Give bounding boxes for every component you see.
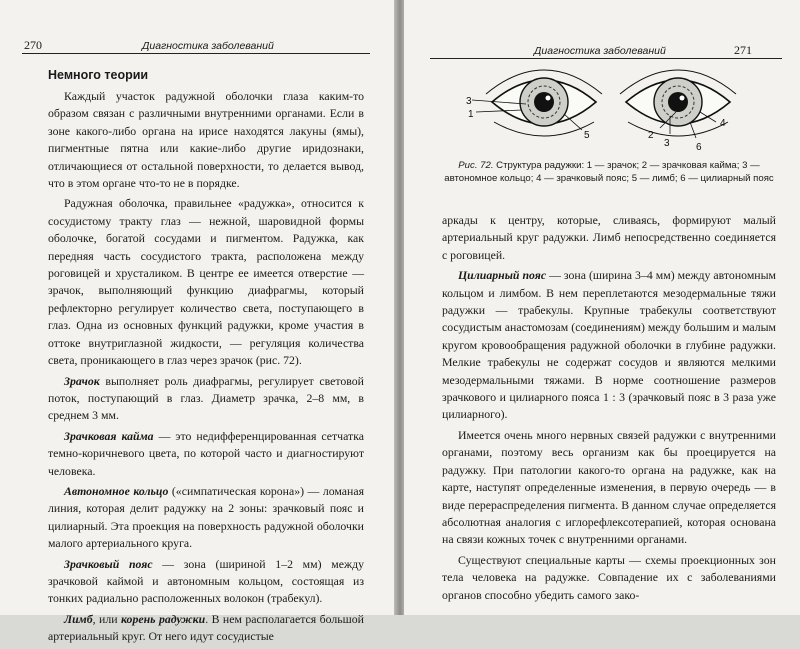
figure-caption: Рис. 72. Структура радужки: 1 — зрачок; 2 — зрачковая кайма; 3 — автономное кольцо; 4 — зрачковый пояс; 5 — лимб; 6 — цилиарный пояс	[444, 160, 774, 184]
figure-label-4: 4	[720, 118, 726, 129]
figure-caption-label: Рис. 72.	[458, 160, 494, 171]
term-ciliary-zone: Цилиарный пояс	[458, 268, 547, 283]
term-autonomic-ring: Автономное кольцо	[64, 483, 169, 498]
left-header-rule	[22, 53, 370, 54]
right-paragraph: Цилиарный пояс — зона (ширина 3–4 мм) между автономным кольцом и лимбом. В нем переплетаются мезодермальные тяжи радужки — трабекулы. Крупные трабекулы соответствуют сосудистым анастомозам (соединениям) между большим и малым кругом кровообращения радужной оболочки в глубине радужки. Мелкие трабекулы не содержат сосудов и являются мелкими мезодермальными тяжами. В норме соотношение размеров зрачкового и цилиарного пояса 1 : 3 (зрачковый пояс в 3 раза уже цилиарного).	[442, 268, 776, 422]
left-text-column	[48, 88, 364, 649]
figure-label-1: 1	[468, 109, 474, 120]
term-iris-root: корень радужки	[121, 611, 206, 626]
figure-label-3: 3	[466, 96, 472, 107]
right-paragraph: Существуют специальные карты — схемы проекционных зон тела человека на радужке. Совпадение их с заболеваниями органов способно убедить самого зако-	[442, 552, 776, 602]
left-page	[0, 0, 396, 644]
left-paragraph: Зрачковый пояс — зона (шириной 1–2 мм) между зрачковой каймой и автономным кольцом, состоящая из тонких радиально расположенных волокон (трабекул).	[48, 556, 364, 606]
iris-figure	[464, 60, 764, 156]
figure-label-2: 2	[648, 130, 654, 141]
figure-label-6: 6	[696, 142, 702, 153]
right-page-number: 271	[734, 43, 752, 57]
left-paragraph: Каждый участок радужной оболочки глаза каким-то образом связан с различными внутренними органами. Если в зоне какого-либо органа на ирисе находятся лакуны (ямы), пигментные пятна или какие-либо другие иридознаки, отличающиеся от остальной поверхности, то делается вывод, что в этом органе что-то не в порядке.	[48, 89, 364, 191]
left-paragraph: Радужная оболочка, правильнее «радужка», относится к сосудистому тракту глаз — нежной, шаровидной формы оболочке, богатой сосудами и пигментом. Радужка, как передняя часть сосудистого тракта, расположена между роговицей и хрусталиком. В центре ее имеется отверстие — зрачок, выполняющий функцию диафрагмы, который рефлекторно регулирует количество света, поступающего в глаз. Одна из основных функций радужки, кроме участия в оттоке внутриглазной жидкости, — регуляция количества света, проникающего в глаз через зрачок (рис. 72).	[48, 196, 364, 368]
right-running-title: Диагностика заболеваний	[534, 45, 666, 57]
right-paragraph: Имеется очень много нервных связей радужки с внутренними органами, поэтому весь организм как бы проецируется на радужку. При патологии какого-то органа на радужке, как на карте, наступят определенные изменения, в первую очередь — в виде перераспределения пигмента. В данном случае определяется абсолютная аналогия с иглорефлексотерапией, которая основана на связи кожных точек с внутренними органами.	[442, 427, 776, 547]
left-paragraph: Автономное кольцо («симпатическая корона») — ломаная линия, которая делит радужку на 2 зоны: зрачковый пояс и цилиарный. Эта проекция на поверхность радужной оболочки малого артериального круга.	[48, 483, 365, 551]
right-text-column	[442, 212, 776, 607]
right-eye-drawing	[620, 70, 736, 153]
term-pupil: Зрачок	[64, 373, 100, 388]
left-paragraph: Лимб, или корень радужки. В нем располагается большой артериальный круг. От него идут сосудистые	[48, 611, 364, 644]
right-page	[404, 0, 800, 615]
term-pupillary-border: Зрачковая кайма	[64, 428, 154, 443]
left-running-title: Диагностика заболеваний	[142, 40, 274, 52]
left-page-number: 270	[24, 38, 42, 52]
figure-label-3b: 3	[664, 138, 670, 149]
term-limbus: Лимб	[64, 611, 93, 626]
term-pupillary-zone: Зрачковый пояс	[64, 556, 153, 571]
right-paragraph: аркады к центру, которые, сливаясь, формируют малый артериальный круг радужки. Лимб непосредственно соединяется с роговицей.	[442, 213, 776, 262]
section-title: Немного теории	[48, 68, 149, 82]
left-paragraph: Зрачок выполняет роль диафрагмы, регулирует световой поток, поступающий в глаз. Диаметр зрачка, 2–8 мм, в среднем 3 мм.	[48, 373, 364, 423]
right-header-rule	[430, 58, 782, 59]
figure-label-5: 5	[584, 130, 590, 141]
left-eye-drawing	[466, 70, 602, 141]
left-paragraph: Зрачковая кайма — это недифференцированная сетчатка темно-коричневого цвета, по которой часто и диагностируют человека.	[48, 428, 364, 478]
